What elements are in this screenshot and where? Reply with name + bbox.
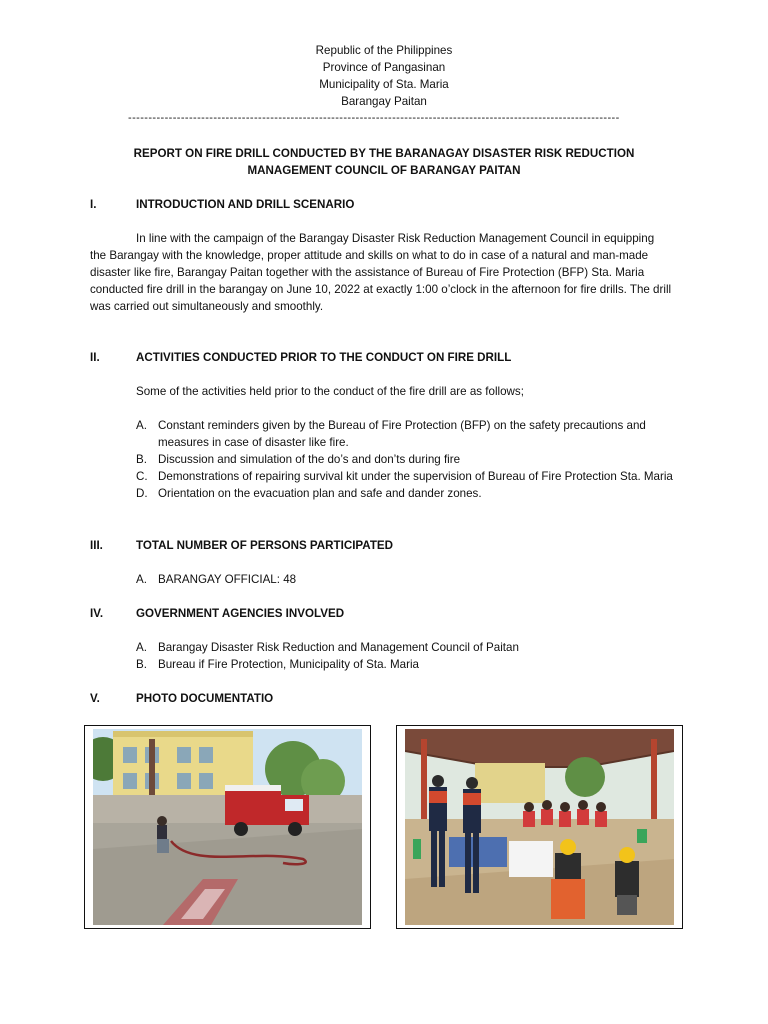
report-title-line-1: REPORT ON FIRE DRILL CONDUCTED BY THE BARANAGAY DISASTER RISK REDUCTION xyxy=(133,147,635,160)
list-item-letter: A. xyxy=(136,573,147,586)
list-item-letter: C. xyxy=(136,470,148,483)
list-item xyxy=(136,417,676,451)
list-item xyxy=(136,485,676,502)
report-title-line-2: MANAGEMENT COUNCIL OF BARANGAY PAITAN xyxy=(247,164,521,177)
list-item xyxy=(136,451,676,468)
header-line-barangay: Barangay Paitan xyxy=(341,95,427,108)
letterhead xyxy=(0,42,768,110)
list-item-text: Bureau if Fire Protection, Municipality of Sta. Maria xyxy=(158,658,419,671)
section-title: INTRODUCTION AND DRILL SCENARIO xyxy=(136,198,355,211)
fire-truck-photo-illustration xyxy=(93,729,362,925)
photo-fire-truck xyxy=(84,725,371,929)
section-title: TOTAL NUMBER OF PERSONS PARTICIPATED xyxy=(136,539,394,552)
list-item-text: Discussion and simulation of the do’s and don’ts during fire xyxy=(158,453,461,466)
list-item-letter: D. xyxy=(136,487,148,500)
list-item xyxy=(136,656,676,673)
report-title xyxy=(100,145,668,179)
list-item-text: BARANGAY OFFICIAL: 48 xyxy=(158,573,297,586)
photo-orientation xyxy=(396,725,683,929)
list-item-letter: A. xyxy=(136,419,147,432)
header-line-republic: Republic of the Philippines xyxy=(315,44,453,57)
list-item-text: Demonstrations of repairing survival kit under the supervision of Bureau of Fire Protection Sta. Maria xyxy=(158,470,673,483)
participants-list xyxy=(136,571,676,588)
section-title: PHOTO DOCUMENTATIO xyxy=(136,692,274,705)
orientation-photo-illustration xyxy=(405,729,674,925)
activities-intro: Some of the activities held prior to the conduct of the fire drill are as follows; xyxy=(136,385,524,398)
section-number: V. xyxy=(90,692,100,705)
list-item xyxy=(136,639,676,656)
section-number: III. xyxy=(90,539,103,552)
list-item xyxy=(136,468,676,485)
section-title: GOVERNMENT AGENCIES INVOLVED xyxy=(136,607,345,620)
list-item-text: Orientation on the evacuation plan and safe and dander zones. xyxy=(158,487,482,500)
list-item-letter: A. xyxy=(136,641,147,654)
header-divider: ------------------------------------------------------------------------------------------------------------------------- xyxy=(128,112,620,124)
section-title: ACTIVITIES CONDUCTED PRIOR TO THE CONDUCT ON FIRE DRILL xyxy=(136,351,512,364)
list-item-letter: B. xyxy=(136,453,147,466)
agencies-list xyxy=(136,639,676,673)
list-item-text: Constant reminders given by the Bureau of Fire Protection (BFP) on the safety precautions and measures in case of disaster like fire. xyxy=(158,419,646,449)
list-item-letter: B. xyxy=(136,658,147,671)
header-line-municipality: Municipality of Sta. Maria xyxy=(319,78,449,91)
activities-list xyxy=(136,417,676,502)
list-item-text: Barangay Disaster Risk Reduction and Management Council of Paitan xyxy=(158,641,519,654)
section-number: IV. xyxy=(90,607,104,620)
section-number: I. xyxy=(90,198,97,211)
list-item xyxy=(136,571,676,588)
section-number: II. xyxy=(90,351,100,364)
introduction-paragraph: In line with the campaign of the Barangay Disaster Risk Reduction Management Council in equipping the Barangay with the knowledge, proper attitude and skills on what to do in case of a natural and man-made disaster like fire, Barangay Paitan together with the assistance of Bureau of Fire Protection (BFP) Sta. Maria conducted fire drill in the barangay on June 10, 2022 at exactly 1:00 o’clock in the afternoon for fire drills. The drill was carried out simultaneously and smoothly. xyxy=(90,232,672,313)
header-line-province: Province of Pangasinan xyxy=(322,61,446,74)
